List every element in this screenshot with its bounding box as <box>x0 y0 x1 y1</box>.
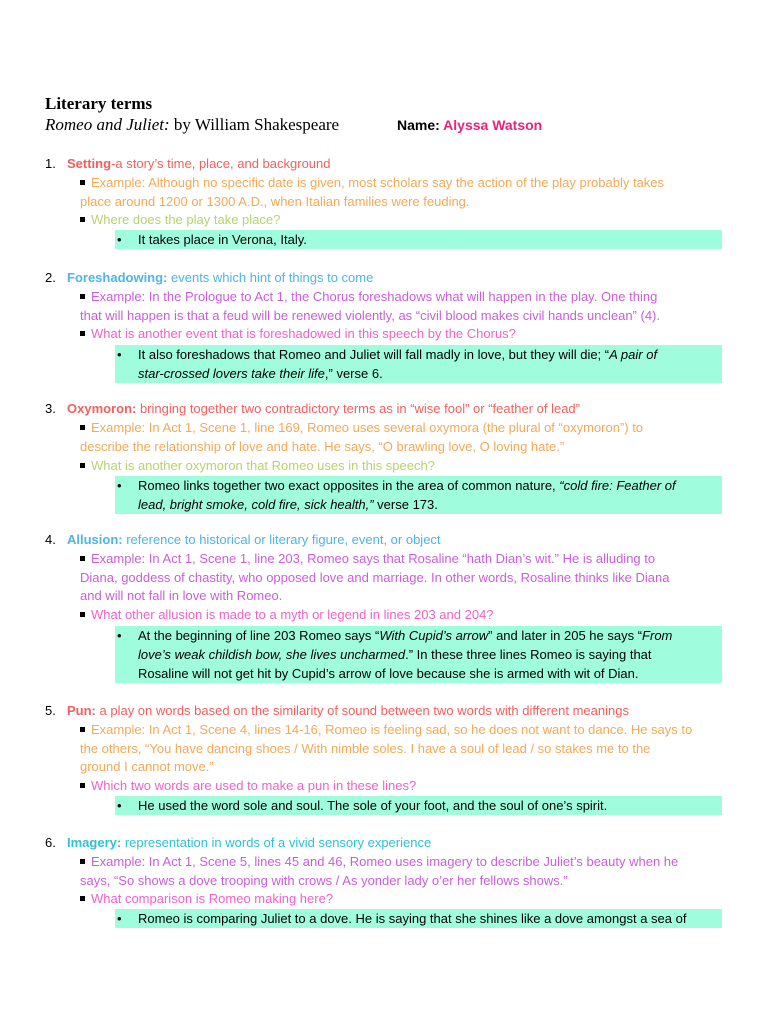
question: What is another event that is foreshadowed in this speech by the Chorus? <box>91 326 516 341</box>
bullet-icon: • <box>117 628 122 643</box>
answer-box <box>115 796 722 815</box>
answer-box <box>115 626 722 683</box>
square-bullet-icon <box>80 859 85 864</box>
item-number: 4. <box>45 532 56 547</box>
example-bullet <box>80 721 720 777</box>
example-bullet <box>80 174 720 211</box>
question-bullet <box>80 457 720 476</box>
example-line: place around 1200 or 1300 A.D., when Italian families were feuding. <box>80 193 470 209</box>
answer-box <box>115 909 722 928</box>
document-subtitle <box>45 115 339 135</box>
example-line: Diana, goddess of chastity, who opposed love and marriage. In other words, Rosaline thinks like Diana <box>80 569 670 585</box>
example-bullet <box>80 288 720 325</box>
example-line: ground I cannot move.” <box>80 759 214 774</box>
item-number: 6. <box>45 835 56 850</box>
bullet-icon: • <box>117 347 122 362</box>
item-number: 3. <box>45 401 56 416</box>
example-line: the others, “You have dancing shoes / With nimble soles. I have a soul of lead / so stakes me to the <box>80 740 651 756</box>
term-line <box>67 835 431 850</box>
bullet-icon: • <box>117 911 122 926</box>
square-bullet-icon <box>80 783 85 788</box>
square-bullet-icon <box>80 896 85 901</box>
student-name <box>397 117 542 133</box>
document-title: Literary terms <box>45 94 153 113</box>
question: Where does the play take place? <box>91 212 281 227</box>
term-line <box>67 532 441 547</box>
answer-text: At the beginning of line 203 Romeo says “With Cupid’s arrow” and later in 205 he says “From love’s weak childish bow, she lives uncharmed.” In these three lines Romeo is saying that Rosaline will not get hit by Cupid’s arrow of love because she is armed with wit of Dian. <box>138 628 673 681</box>
example-line: Example: In Act 1, Scene 1, line 169, Romeo uses several oxymora (the plural of “oxymoron”) to <box>91 420 644 435</box>
definition: representation in words of a vivid sensory experience <box>121 835 432 850</box>
example-line: Example: In Act 1, Scene 5, lines 45 and 46, Romeo uses imagery to describe Juliet’s beauty when he <box>91 854 679 869</box>
answer-text: Romeo links together two exact opposites in the area of common nature, “cold fire: Feather of lead, bright smoke, cold fire, sick health,” verse 173. <box>138 478 676 512</box>
example-line: and will not fall in love with Romeo. <box>80 588 283 603</box>
bullet-icon: • <box>117 478 122 493</box>
square-bullet-icon <box>80 180 85 185</box>
definition: reference to historical or literary figure, event, or object <box>122 532 441 547</box>
term: Foreshadowing: <box>67 270 168 285</box>
square-bullet-icon <box>80 463 85 468</box>
answer-box <box>115 476 722 514</box>
term: Allusion: <box>67 532 123 547</box>
example-bullet <box>80 853 720 890</box>
definition: -a story’s time, place, and background <box>111 156 331 171</box>
bullet-icon: • <box>117 232 122 247</box>
answer-text: Romeo is comparing Juliet to a dove. He is saying that she shines like a dove amongst a sea of <box>138 911 687 926</box>
term-line <box>67 703 629 718</box>
square-bullet-icon <box>80 425 85 430</box>
answer-text: It takes place in Verona, Italy. <box>138 232 307 247</box>
example-line: that will happen is that a feud will be renewed violently, as “civil blood makes civil hands unclean” (4). <box>80 307 660 323</box>
square-bullet-icon <box>80 331 85 336</box>
question-bullet <box>80 890 720 909</box>
example-bullet <box>80 419 720 456</box>
term-line <box>67 270 373 285</box>
example-line: Example: Although no specific date is given, most scholars say the action of the play probably takes <box>91 175 665 190</box>
term-line <box>67 156 331 171</box>
question: What comparison is Romeo making here? <box>91 891 334 906</box>
play-title: Romeo and Juliet: <box>45 115 170 134</box>
example-line: Example: In the Prologue to Act 1, the Chorus foreshadows what will happen in the play. One thing <box>91 289 658 304</box>
question: What other allusion is made to a myth or legend in lines 203 and 204? <box>91 607 494 622</box>
square-bullet-icon <box>80 294 85 299</box>
square-bullet-icon <box>80 217 85 222</box>
example-line: Example: In Act 1, Scene 4, lines 14-16, Romeo is feeling sad, so he does not want to dance. He says to <box>91 722 693 737</box>
item-number: 2. <box>45 270 56 285</box>
question-bullet <box>80 211 720 230</box>
example-line: describe the relationship of love and hate. He says, “O brawling love, O loving hate.” <box>80 438 565 454</box>
example-bullet <box>80 550 720 606</box>
item-number: 1. <box>45 156 56 171</box>
answer-text: It also foreshadows that Romeo and Juliet will fall madly in love, but they will die; “A pair of star-crossed lovers take their life,” verse 6. <box>138 347 658 381</box>
term-line <box>67 401 580 416</box>
example-line: Example: In Act 1, Scene 1, line 203, Romeo says that Rosaline “hath Dian’s wit.” He is alluding to <box>91 551 656 566</box>
definition: a play on words based on the similarity of sound between two words with different meanings <box>95 703 629 718</box>
question-bullet <box>80 606 720 625</box>
definition: bringing together two contradictory terms as in “wise fool” or “feather of lead” <box>136 401 580 416</box>
author: by William Shakespeare <box>169 115 340 134</box>
definition: events which hint of things to come <box>167 270 374 285</box>
term: Pun: <box>67 703 96 718</box>
question: What is another oxymoron that Romeo uses in this speech? <box>91 458 435 473</box>
square-bullet-icon <box>80 612 85 617</box>
name-label: Name: <box>397 117 444 133</box>
question-bullet <box>80 777 720 796</box>
question: Which two words are used to make a pun in these lines? <box>91 778 417 793</box>
item-number: 5. <box>45 703 56 718</box>
answer-text: He used the word sole and soul. The sole of your foot, and the soul of one’s spirit. <box>138 798 608 813</box>
square-bullet-icon <box>80 556 85 561</box>
name-value: Alyssa Watson <box>443 117 543 133</box>
question-bullet <box>80 325 720 344</box>
example-line: says, “So shows a dove trooping with crows / As yonder lady o’er her fellows shows.” <box>80 872 568 888</box>
term: Imagery: <box>67 835 122 850</box>
term: Setting <box>67 156 112 171</box>
bullet-icon: • <box>117 798 122 813</box>
square-bullet-icon <box>80 727 85 732</box>
answer-box <box>115 230 722 249</box>
answer-box <box>115 345 722 383</box>
term: Oxymoron: <box>67 401 137 416</box>
